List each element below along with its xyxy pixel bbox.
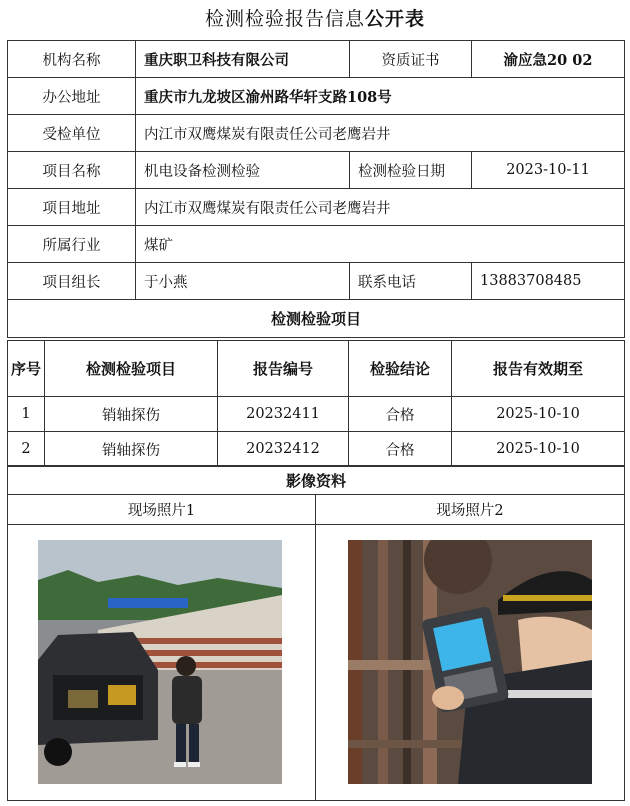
- row-conclusion: 合格: [349, 397, 452, 432]
- items-table: [7, 340, 625, 467]
- org-label: 机构名称: [8, 41, 136, 78]
- project-value: 机电设备检测检验: [136, 152, 350, 189]
- row-report-no: 20232411: [218, 397, 349, 432]
- header-item: 检测检验项目: [45, 341, 218, 397]
- table-row: [8, 397, 625, 432]
- row-conclusion: 合格: [349, 432, 452, 467]
- row-seq: 2: [8, 432, 45, 467]
- site-photo-1: [38, 540, 282, 784]
- client-value: 内江市双鹰煤炭有限责任公司老鹰岩井: [136, 115, 625, 152]
- row-item: 销轴探伤: [45, 432, 218, 467]
- phone-value: 13883708485: [472, 263, 625, 300]
- industry-label: 所属行业: [8, 226, 136, 263]
- addr-label: 办公地址: [8, 78, 136, 115]
- phone-label: 联系电话: [350, 263, 472, 300]
- header-seq: 序号: [8, 341, 45, 397]
- site-value: 内江市双鹰煤炭有限责任公司老鹰岩井: [136, 189, 625, 226]
- title-suffix: 公开表: [365, 8, 426, 30]
- row-report-no: 20232412: [218, 432, 349, 467]
- leader-value: 于小燕: [136, 263, 350, 300]
- date-label: 检测检验日期: [350, 152, 472, 189]
- cert-label: 资质证书: [350, 41, 472, 78]
- table-row: [8, 432, 625, 467]
- row-valid-until: 2025-10-10: [452, 397, 625, 432]
- info-table: [7, 40, 625, 338]
- addr-value: 重庆市九龙坡区渝州路华轩支路108号: [136, 78, 625, 115]
- row-seq: 1: [8, 397, 45, 432]
- header-valid-until: 报告有效期至: [452, 341, 625, 397]
- photo1-label: 现场照片1: [8, 495, 316, 525]
- title-prefix: 检测检验报告信息: [204, 8, 365, 30]
- client-label: 受检单位: [8, 115, 136, 152]
- header-conclusion: 检验结论: [349, 341, 452, 397]
- leader-label: 项目组长: [8, 263, 136, 300]
- items-section-title: 检测检验项目: [8, 300, 625, 338]
- row-item: 销轴探伤: [45, 397, 218, 432]
- images-section-title: 影像资料: [8, 466, 625, 495]
- site-photo-2: [348, 540, 592, 784]
- cert-value: 渝应急20 02: [472, 41, 625, 78]
- industry-value: 煤矿: [136, 226, 625, 263]
- header-report-no: 报告编号: [218, 341, 349, 397]
- project-label: 项目名称: [8, 152, 136, 189]
- org-value: 重庆职卫科技有限公司: [136, 41, 350, 78]
- site-label: 项目地址: [8, 189, 136, 226]
- photo2-label: 现场照片2: [316, 495, 625, 525]
- row-valid-until: 2025-10-10: [452, 432, 625, 467]
- date-value: 2023-10-11: [472, 152, 625, 189]
- page-title: [0, 0, 630, 38]
